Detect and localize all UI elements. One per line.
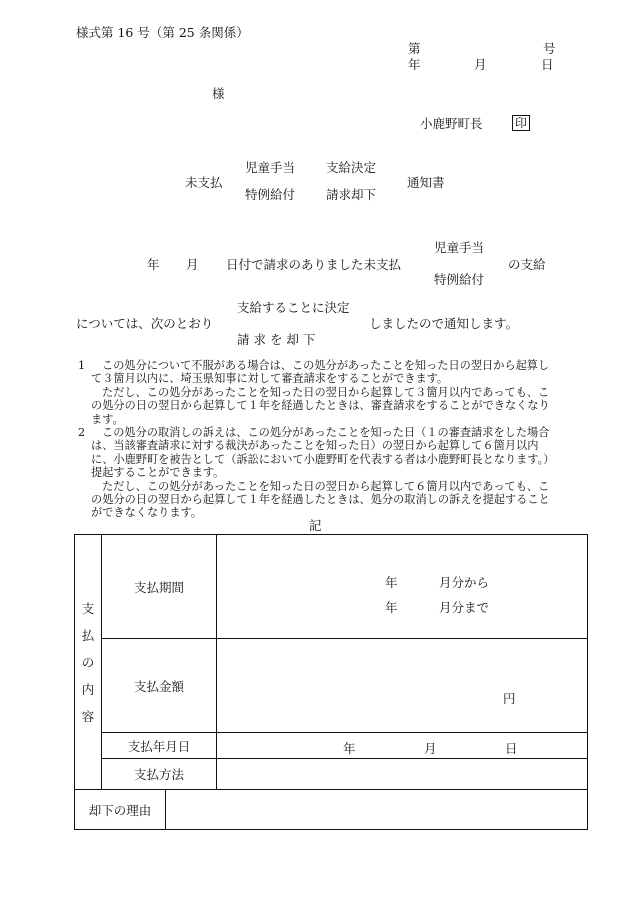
payment-period-label: 支払期間	[102, 535, 217, 639]
title-allowance-2: 特例給付	[245, 187, 296, 202]
title-decision-2: 請求却下	[326, 187, 377, 202]
side-char: 容	[81, 708, 95, 724]
rejection-reason-label: 却下の理由	[75, 790, 166, 830]
note-paragraph: ただし、この処分があったことを知った日の翌日から起算して３箇月以内であっても、この処分の日の翌日から起算して１年を経過したときは、審査請求をすることができなくなります。	[91, 385, 550, 426]
date-year: 年	[408, 57, 421, 72]
date-day: 日	[541, 57, 554, 72]
ki-heading: 記	[309, 518, 322, 533]
title-prefix: 未支払	[185, 175, 223, 190]
payment-method-label: 支払方法	[102, 759, 217, 790]
doc-number-dai: 第	[408, 41, 421, 56]
period-from-month: 月分から	[439, 575, 490, 590]
payment-method-field[interactable]	[217, 759, 588, 790]
body-closing: しましたので通知します。	[369, 316, 519, 331]
form-number: 様式第 16 号（第 25 条関係）	[76, 25, 249, 40]
body-decision-2: 請 求 を 却 下	[237, 332, 316, 347]
pay-date-year: 年	[343, 741, 356, 756]
body-regarding: については、次のとおり	[76, 316, 214, 331]
payment-details-table	[74, 534, 588, 830]
note-paragraph: この処分について不服がある場合は、この処分があったことを知った日の翌日から起算して３箇月以内に、埼玉県知事に対して審査請求をすることができます。	[91, 359, 550, 386]
title-decision-1: 支給決定	[326, 160, 377, 175]
payment-period-field[interactable]	[217, 535, 588, 639]
rejection-reason-field[interactable]	[166, 790, 588, 830]
title-allowance-1: 児童手当	[245, 160, 296, 175]
seal-mark: 印	[512, 115, 530, 131]
note-number: 1	[78, 359, 86, 372]
payment-amount-field[interactable]	[217, 639, 588, 733]
payment-content-label	[75, 535, 102, 790]
pay-date-month: 月	[424, 741, 437, 756]
body-allowance-2: 特例給付	[434, 272, 485, 287]
side-char: 払	[81, 627, 95, 643]
note-paragraph: この処分の取消しの訴えは、この処分があったことを知った日（１の審査請求をした場合は、当該審査請求に対する裁決があったことを知った日）の翌日から起算して６箇月以内に、小鹿野町を被告として（訴訟において小鹿野町を代表する者は小鹿野町長となります。）提起することができます。	[91, 426, 555, 480]
body-month: 月	[186, 257, 199, 272]
note-paragraph: ただし、この処分があったことを知った日の翌日から起算して６箇月以内であっても、この処分の日の翌日から起算して１年を経過したときは、処分の取消しの訴えを提起することができなくなります。	[91, 479, 550, 520]
payment-date-label: 支払年月日	[102, 733, 217, 759]
note-item	[78, 359, 556, 426]
body-request-text: 日付で請求のありました未支払	[226, 257, 402, 272]
period-to-month: 月分まで	[439, 600, 490, 615]
period-from-year: 年	[385, 575, 398, 590]
body-allowance-1: 児童手当	[434, 240, 485, 255]
issuer-name: 小鹿野町長	[420, 116, 483, 131]
payment-date-field[interactable]	[217, 733, 588, 759]
note-item	[78, 426, 556, 520]
addressee-suffix: 様	[212, 86, 225, 101]
side-char: 内	[81, 681, 95, 697]
date-month: 月	[474, 57, 487, 72]
amount-unit: 円	[503, 691, 516, 706]
side-char: の	[81, 654, 95, 670]
body-year: 年	[147, 257, 160, 272]
doc-number-go: 号	[543, 41, 556, 56]
body-decision-1: 支給することに決定	[237, 300, 350, 315]
title-suffix: 通知書	[407, 175, 445, 190]
body-payment-suffix: の支給	[508, 257, 546, 272]
payment-amount-label: 支払金額	[102, 639, 217, 733]
pay-date-day: 日	[505, 741, 518, 756]
notes-section	[78, 359, 556, 520]
side-char: 支	[81, 600, 95, 616]
period-to-year: 年	[385, 600, 398, 615]
note-number: 2	[78, 426, 86, 440]
